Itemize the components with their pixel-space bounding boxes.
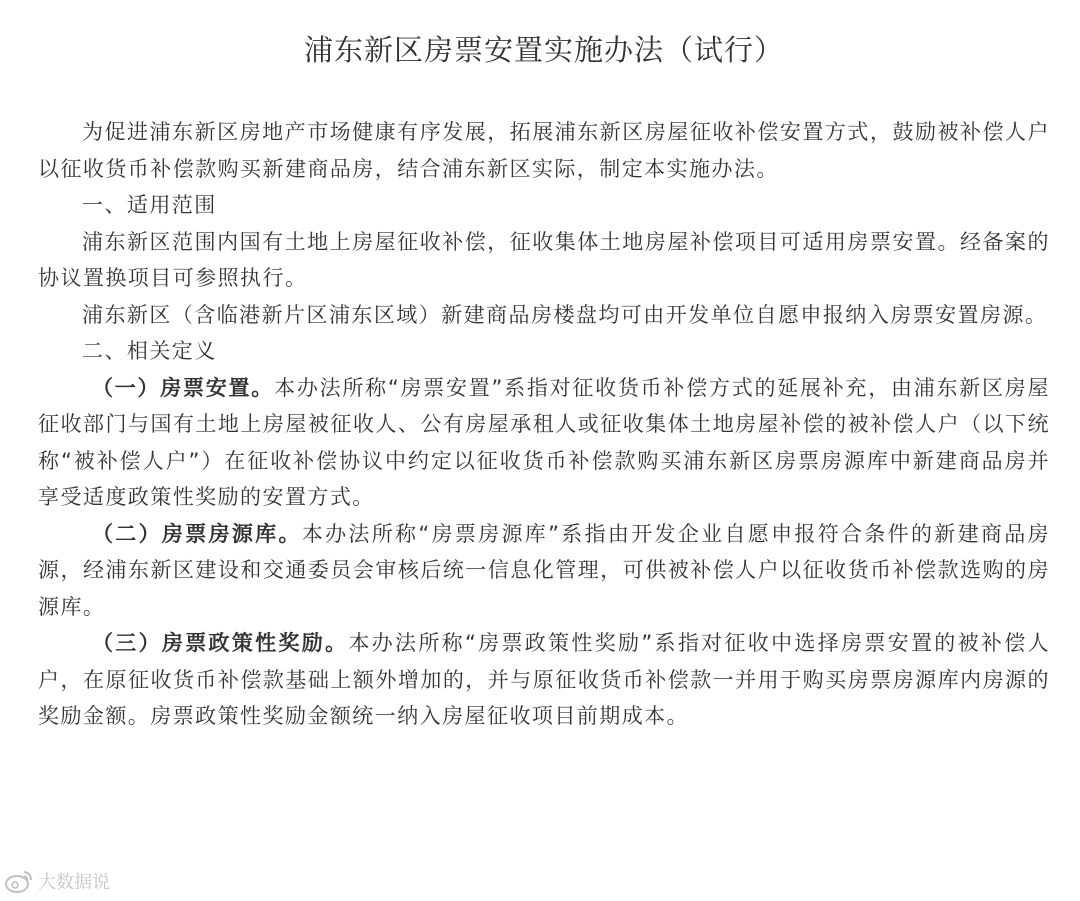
definition-term: （二）房票房源库。	[92, 520, 302, 546]
document	[38, 0, 1050, 735]
weibo-watermark	[4, 866, 110, 896]
document-title: 浦东新区房票安置实施办法（试行）	[303, 33, 784, 67]
section-heading-scope: 一、适用范围	[82, 193, 217, 217]
definition-text: 本办法所称“房票政策性奖励”系指对征收中选择房票安置的被补偿人户，在原征收货币补偿款基础上额外增加的，并与原征收货币补偿款一并用于购买房票房源库内房源的奖励金额。房票政策性奖励金额统一纳入房屋征收项目前期成本。	[38, 631, 1050, 728]
definition-term: （三）房票政策性奖励。	[92, 630, 349, 655]
definition-item-housing-voucher	[38, 370, 1050, 516]
definition-item-policy-reward	[38, 625, 1050, 735]
scope-paragraph-2: 浦东新区（含临港新片区浦东区域）新建商品房楼盘均可由开发单位自愿申报纳入房票安置房源。	[82, 302, 1048, 327]
definition-item-housing-pool	[38, 516, 1050, 626]
definition-term: （一）房票安置。	[92, 374, 275, 400]
intro-paragraph: 为促进浦东新区房地产市场健康有序发展，拓展浦东新区房屋征收补偿安置方式，鼓励被补偿人户以征收货币补偿款购买新建商品房，结合浦东新区实际，制定本实施办法。	[38, 120, 1050, 181]
section-heading-definitions: 二、相关定义	[82, 339, 217, 363]
weibo-logo-icon	[4, 868, 34, 894]
definition-text: 本办法所称“房票安置”系指对征收货币补偿方式的延展补充，由浦东新区房屋征收部门与国有土地上房屋被征收人、公有房屋承租人或征收集体土地房屋补偿的被补偿人户（以下统称“被补偿人户”）在征收补偿协议中约定以征收货币补偿款购买浦东新区房票房源库中新建商品房并享受适度政策性奖励的安置方式。	[38, 375, 1050, 509]
definition-text: 本办法所称“房票房源库”系指由开发企业自愿申报符合条件的新建商品房源，经浦东新区建设和交通委员会审核后统一信息化管理，可供被补偿人户以征收货币补偿款选购的房源库。	[38, 521, 1050, 619]
watermark-text: 大数据说	[38, 872, 110, 893]
scope-paragraph-1: 浦东新区范围内国有土地上房屋征收补偿，征收集体土地房屋补偿项目可适用房票安置。经备案的协议置换项目可参照执行。	[38, 229, 1050, 290]
